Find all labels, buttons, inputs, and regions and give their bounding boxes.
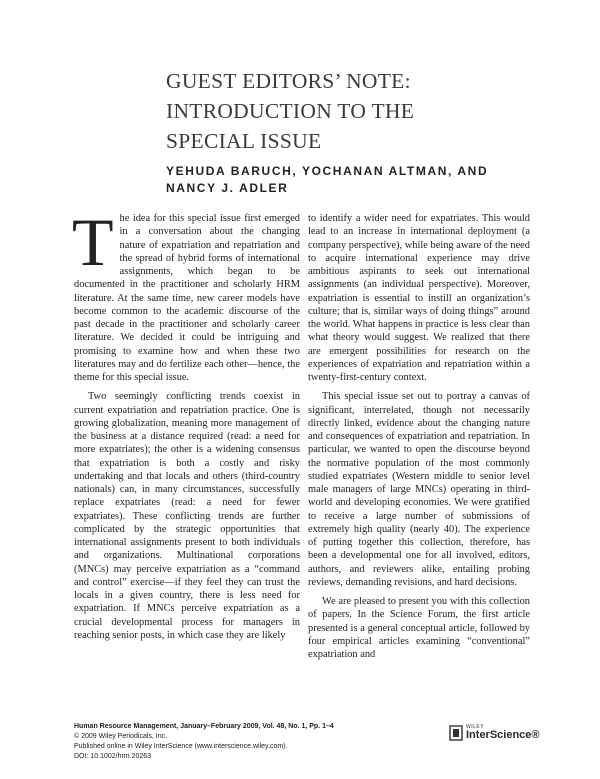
paragraph-5: We are pleased to present you with this collection of papers. In the Science Forum, the first article presented is a general conceptual article, followed by four empirical articles examining “conventional” expatriation and <box>308 596 530 660</box>
title-line-3: SPECIAL ISSUE <box>166 129 322 153</box>
authors-line-1: YEHUDA BARUCH, YOCHANAN ALTMAN, AND <box>166 164 489 178</box>
body-column-right <box>308 212 530 661</box>
paragraph-4: This special issue set out to portray a canvas of significant, interrelated, though not necessarily directly linked, evidence about the changing nature and consequences of expatriation and repatriation. In particular, we wanted to open the discourse beyond the normative population of the most commonly studied expatriates (Western middle to senior level male managers of large MNCs) operating in third-world and developing economies. We were gratified to receive a large number of submissions of extremely high quality (nearly 40). The experience of putting together this collection, therefore, has been a developmental one for all involved, editors, authors, and reviewers alike, entailing probing reviews, demanding revisions, and hard decisions. <box>308 391 530 588</box>
title-line-1: GUEST EDITORS’ NOTE: <box>166 69 411 93</box>
paragraph-1 <box>72 204 300 384</box>
article-title <box>166 66 566 156</box>
author-list <box>166 163 566 197</box>
copyright-line: © 2009 Wiley Periodicals, Inc. <box>74 733 168 740</box>
drop-cap: T <box>72 204 114 280</box>
paragraph-3: to identify a wider need for expatriates. This would lead to an increase in international deployment (a company perspective), while being aware of the need to acquire international experience may drive ambitious aspirants to seek out international assignments (an individual perspective). Moreover, expatriation is essential to instill an organization’s culture; that is, similar ways of doing things” around the world. What happens in practice is less clear than what theory would suggest. We realized that there are emergent possibilities for research on the experiences of expatriation and repatriation within a twenty-first-century context. <box>308 213 530 383</box>
published-line: Published online in Wiley InterScience (www.interscience.wiley.com). <box>74 743 288 750</box>
authors-line-2: NANCY J. ADLER <box>166 181 289 195</box>
paragraph-2: Two seemingly conflicting trends coexist in current expatriation and repatriation practice. One is growing globalization, meaning more management of the business at a distance required (read: a need for more expatriates); the other is a widening consensus that expatriation is both a costly and risky undertaking and that locals and others (third-country nationals) can, in many circumstances, successfully replace expatriates (read: a need for fewer expatriates). These conflicting trends are further complicated by the strategic opportunities that international assignments present to both individuals and organizations. Multinational corporations (MNCs) may perceive expatriation as a “command and control” exercise—if they feel they can trust the locals in a given country, there is less need for expatriation. If MNCs perceive expatriation as a crucial developmental process for managers in reaching senior posts, in which case they are likely <box>74 391 300 641</box>
publisher-logo <box>449 723 559 747</box>
body-column-left <box>72 204 300 642</box>
interscience-logo-icon <box>449 725 463 741</box>
journal-citation: Human Resource Management, January–February 2009, Vol. 48, No. 1, Pp. 1–4 <box>74 723 334 730</box>
paragraph-1-text: he idea for this special issue first emerged in a conversation about the changing nature of expatriation and repatriation and the spread of hybrid forms of international assignments, which began to be documented in the practitioner and scholarly HRM literature. At the same time, new career models have become common to the academic discourse of the past decade in the practitioner and scholarly career literature. We decided it could be intriguing and promising to examine how and when these two literatures may and do fertilize each other—hence, the theme for this special issue. <box>74 213 300 383</box>
logo-interscience-text: InterScience® <box>466 729 540 741</box>
logo-wiley-text: WILEY <box>466 724 485 730</box>
doi-line: DOI: 10.1002/hrm.20263 <box>74 753 152 760</box>
page-footer <box>74 722 374 762</box>
title-line-2: INTRODUCTION TO THE <box>166 99 415 123</box>
